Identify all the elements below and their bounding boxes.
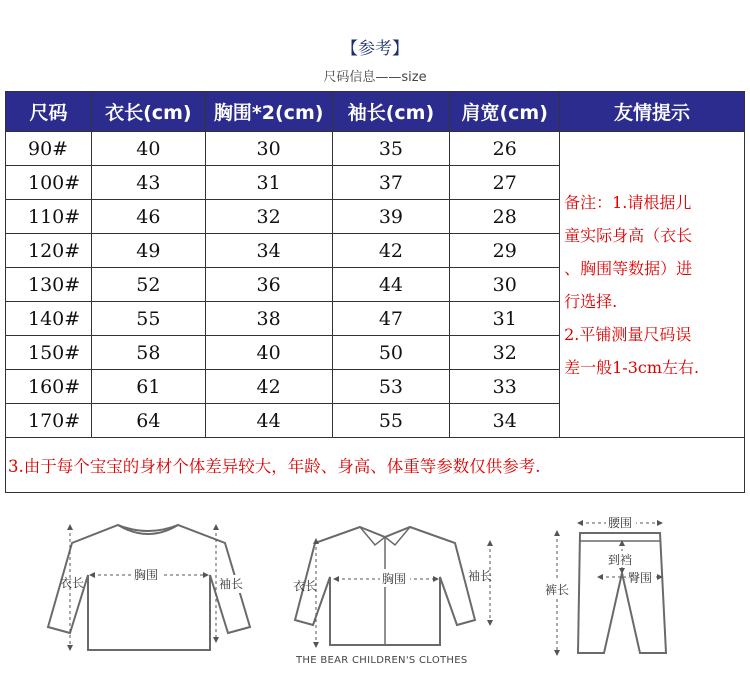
length-cell: 49 <box>91 234 205 268</box>
column-header-size: 尺码 <box>6 92 92 132</box>
shirt-sleeve-label: 袖长 <box>468 569 493 583</box>
shoulder-cell: 28 <box>450 200 560 234</box>
sleeve-cell: 53 <box>332 370 450 404</box>
size-cell: 170# <box>6 404 92 438</box>
size-cell: 110# <box>6 200 92 234</box>
footnote: 3.由于每个宝宝的身材个体差异较大，年龄、身高、体重等参数仅供参考. <box>6 438 745 493</box>
sleeve-cell: 47 <box>332 302 450 336</box>
shoulder-cell: 29 <box>450 234 560 268</box>
chest-cell: 32 <box>205 200 332 234</box>
shirt-chest-label: 胸围 <box>382 572 407 586</box>
shoulder-cell: 31 <box>450 302 560 336</box>
pants-rise-label: 到裆 <box>608 553 633 567</box>
column-header-shoulder: 肩宽(cm) <box>450 92 560 132</box>
pants-diagram <box>543 514 666 653</box>
tips-cell <box>560 132 745 438</box>
size-cell: 90# <box>6 132 92 166</box>
table-row <box>6 132 745 166</box>
brand-caption: THE BEAR CHILDREN'S CLOTHES <box>296 655 468 666</box>
chest-cell: 30 <box>205 132 332 166</box>
sleeve-cell: 44 <box>332 268 450 302</box>
shoulder-cell: 32 <box>450 336 560 370</box>
shoulder-cell: 27 <box>450 166 560 200</box>
tip-line: 差一般1-3cm左右. <box>564 357 700 377</box>
size-cell: 130# <box>6 268 92 302</box>
size-cell: 160# <box>6 370 92 404</box>
tshirt-length-label: 衣长 <box>60 576 85 590</box>
size-cell: 140# <box>6 302 92 336</box>
tip-line: 2.平铺测量尺码误 <box>564 324 692 344</box>
shirt-length-label: 衣长 <box>293 579 318 593</box>
size-table <box>5 91 745 493</box>
chest-cell: 38 <box>205 302 332 336</box>
chest-cell: 44 <box>205 404 332 438</box>
pants-hip-label: 臀围 <box>628 571 653 585</box>
chest-cell: 40 <box>205 336 332 370</box>
page-title: 【参考】 <box>341 39 409 59</box>
size-cell: 100# <box>6 166 92 200</box>
tshirt-sleeve-label: 袖长 <box>219 577 244 591</box>
tshirt-diagram <box>48 525 250 650</box>
length-cell: 64 <box>91 404 205 438</box>
tshirt-chest-label: 胸围 <box>134 568 159 582</box>
chest-cell: 36 <box>205 268 332 302</box>
sleeve-cell: 50 <box>332 336 450 370</box>
shoulder-cell: 26 <box>450 132 560 166</box>
shoulder-cell: 30 <box>450 268 560 302</box>
pants-waist-label: 腰围 <box>608 516 633 530</box>
length-cell: 52 <box>91 268 205 302</box>
length-cell: 58 <box>91 336 205 370</box>
length-cell: 40 <box>91 132 205 166</box>
chest-cell: 34 <box>205 234 332 268</box>
sleeve-cell: 42 <box>332 234 450 268</box>
shoulder-cell: 34 <box>450 404 560 438</box>
table-header-row <box>6 92 745 132</box>
sleeve-cell: 39 <box>332 200 450 234</box>
size-cell: 120# <box>6 234 92 268</box>
page-subtitle: 尺码信息——size <box>323 70 427 85</box>
size-cell: 150# <box>6 336 92 370</box>
tip-line: 童实际身高（衣长 <box>564 225 693 245</box>
tip-line: 、胸围等数据）进 <box>564 258 693 278</box>
sleeve-cell: 37 <box>332 166 450 200</box>
pants-length-label: 裤长 <box>545 583 570 597</box>
column-header-chest: 胸围*2(cm) <box>205 92 332 132</box>
chest-cell: 42 <box>205 370 332 404</box>
tip-line: 备注：1.请根据儿 <box>564 192 692 212</box>
length-cell: 46 <box>91 200 205 234</box>
length-cell: 55 <box>91 302 205 336</box>
footnote-row <box>6 438 745 493</box>
tip-line: 行选择. <box>564 291 618 311</box>
shirt-diagram <box>293 527 492 645</box>
chest-cell: 31 <box>205 166 332 200</box>
column-header-sleeve: 袖长(cm) <box>332 92 450 132</box>
length-cell: 61 <box>91 370 205 404</box>
column-header-tips: 友情提示 <box>560 92 745 132</box>
sleeve-cell: 35 <box>332 132 450 166</box>
shoulder-cell: 33 <box>450 370 560 404</box>
column-header-length: 衣长(cm) <box>91 92 205 132</box>
sleeve-cell: 55 <box>332 404 450 438</box>
length-cell: 43 <box>91 166 205 200</box>
